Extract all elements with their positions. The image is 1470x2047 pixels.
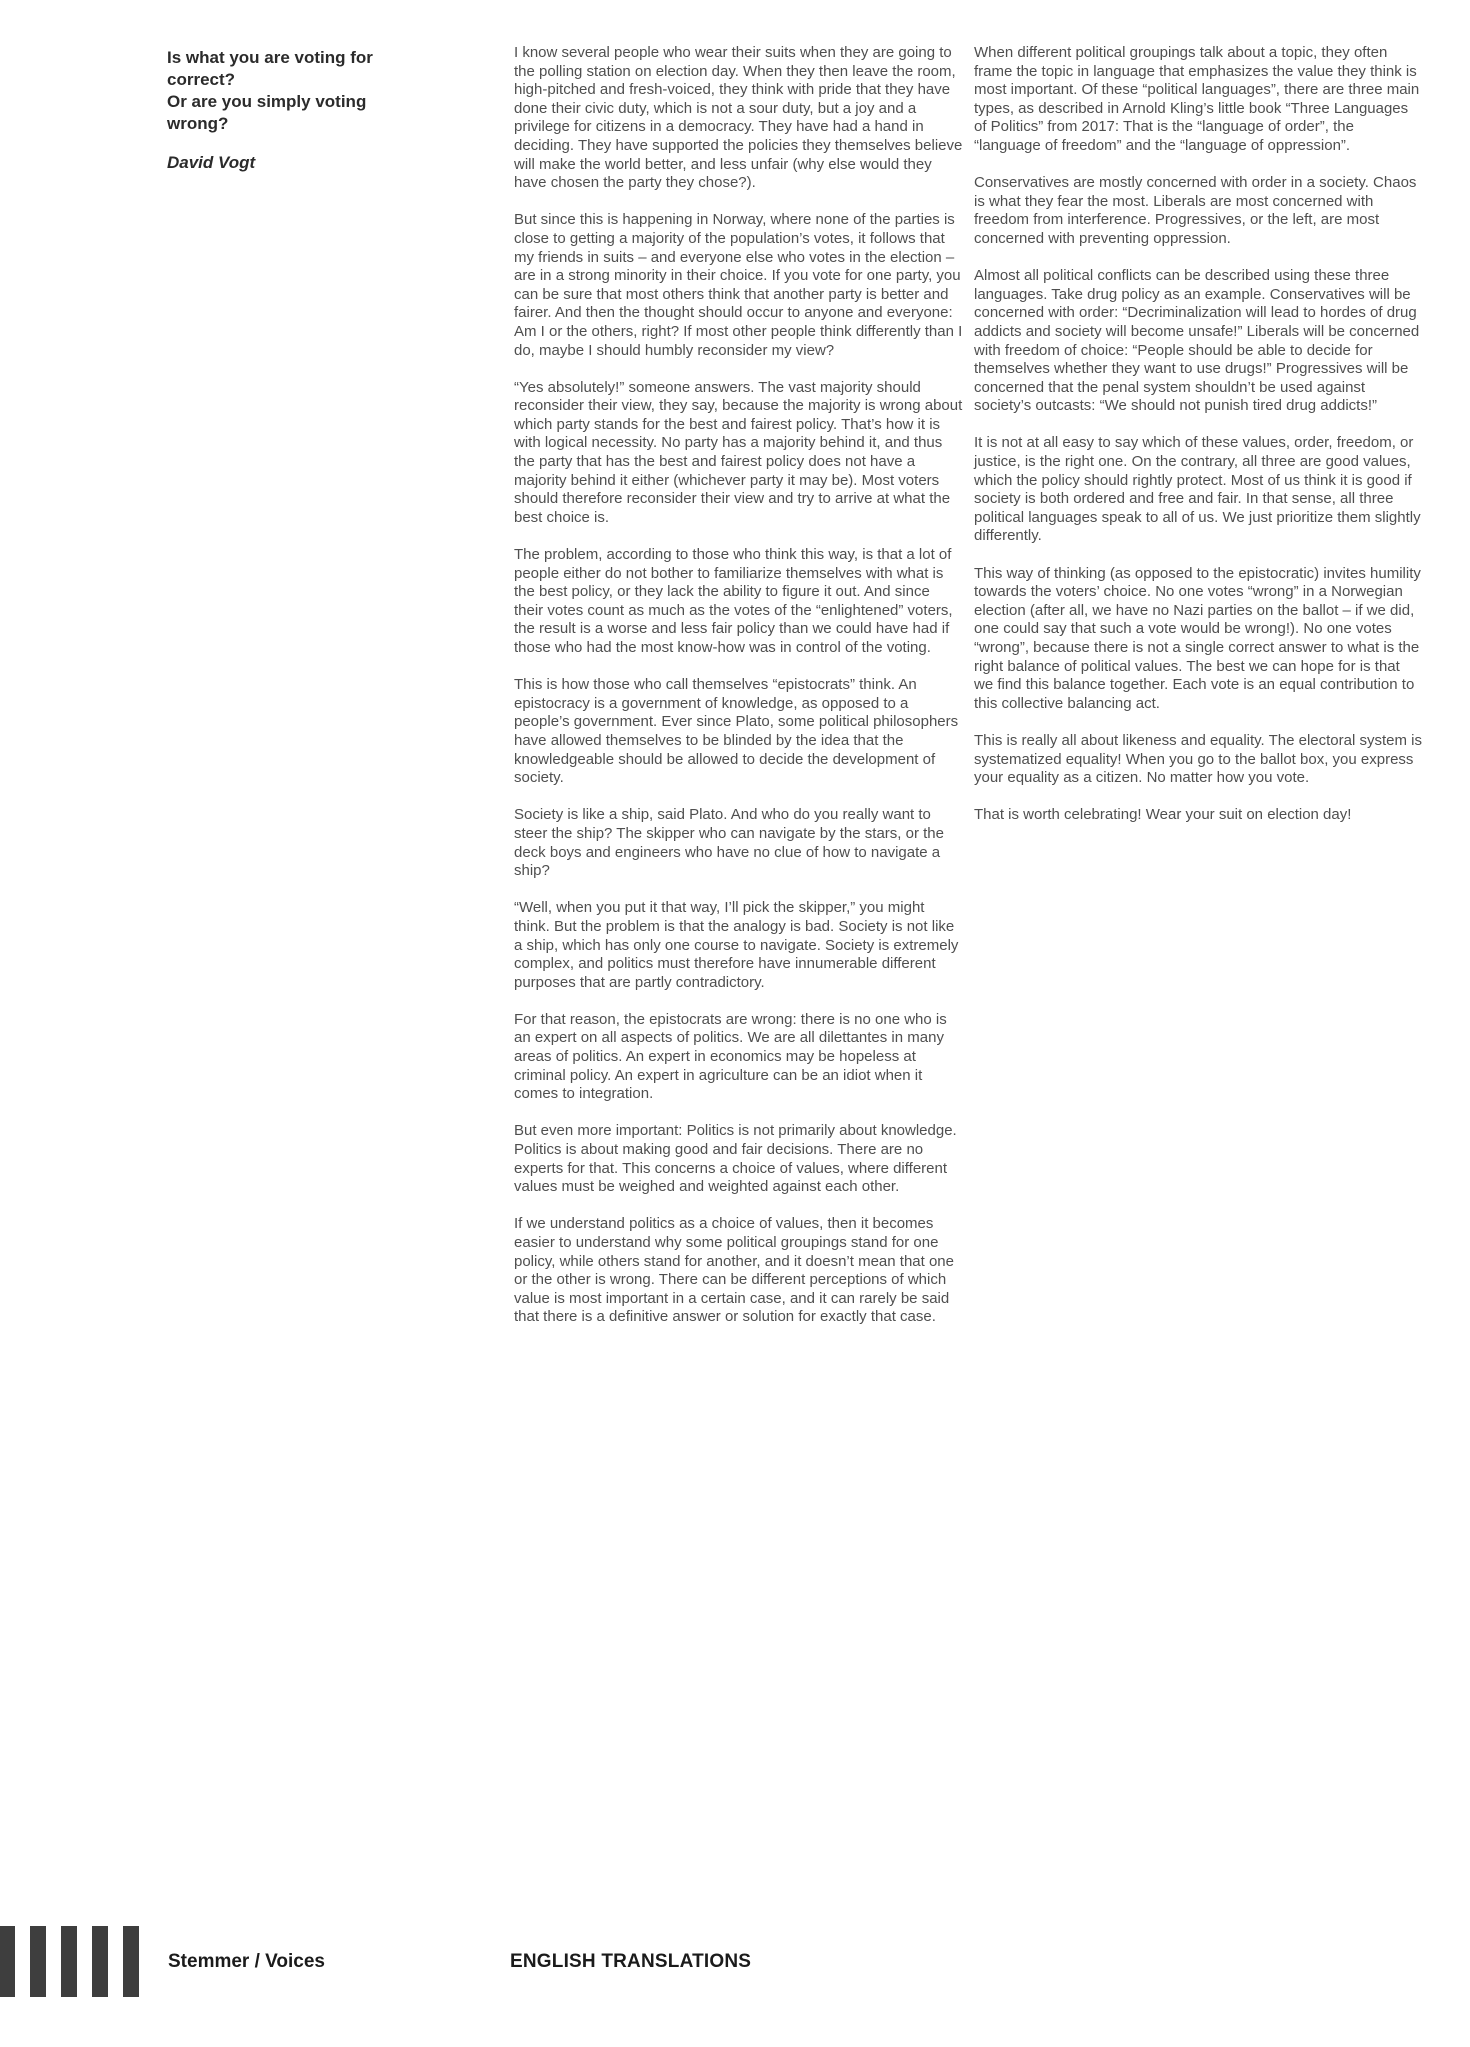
- page-title-line1: Is what you are voting for correct?: [167, 48, 373, 89]
- article-column-1: [514, 44, 963, 1346]
- bars-logo-icon: [0, 1926, 154, 1997]
- page-title: [167, 47, 427, 135]
- logo-bar: [61, 1926, 77, 1997]
- paragraph: “Yes absolutely!” someone answers. The vast majority should reconsider their view, they say, because the majority is wrong about which party stands for the best and fairest policy. That’s how it is with logical necessity. No party has a majority behind it, and thus the party that has the best and fairest policy does not have a majority behind it either (whichever party it may be). Most voters should therefore reconsider their view and try to arrive at what the best choice is.: [514, 378, 963, 526]
- paragraph: That is worth celebrating! Wear your suit on election day!: [974, 806, 1352, 824]
- page-title-line2: Or are you simply voting wrong?: [167, 92, 367, 133]
- publication-name: Stemmer / Voices: [168, 1951, 326, 1972]
- paragraph: “Well, when you put it that way, I’ll pick the skipper,” you might think. But the problem is that the analogy is bad. Society is not like a ship, which has only one course to navigate. Society is extremely complex, and politics must therefore have innumerable different purposes that are partly contradictory.: [514, 899, 959, 991]
- paragraph: Almost all political conflicts can be described using these three languages. Take drug policy as an example. Conservatives will be concerned with order: “Decriminalization will lead to hordes of drug addicts and society will become unsafe!” Liberals will be concerned with freedom of choice: “People should be able to decide for themselves whether they want to use drugs!” Progressives will be concerned that the penal system shouldn’t be used against society’s outcasts: “We should not punish tired drug addicts!”: [974, 267, 1420, 415]
- logo-bar: [123, 1926, 139, 1997]
- headline-column: [167, 47, 427, 174]
- paragraph: But even more important: Politics is not primarily about knowledge. Politics is about making good and fair decisions. There are no experts for that. This concerns a choice of values, where different values must be weighed and weighted against each other.: [514, 1122, 957, 1196]
- paragraph: But since this is happening in Norway, where none of the parties is close to getting a majority of the population’s votes, it follows that my friends in suits – and everyone else who votes in the election – are in a strong minority in their choice. If you vote for one party, you can be sure that most others think that another party is better and fairer. And then the thought should occur to anyone and everyone: Am I or the others, right? If most other people think differently than I do, maybe I should humbly reconsider my view?: [514, 211, 963, 359]
- paragraph: It is not at all easy to say which of these values, order, freedom, or justice, is the right one. On the contrary, all three are good values, which the policy should rightly protect. Most of us think it is good if society is both ordered and free and fair. In that sense, all three political languages speak to all of us. We just prioritize them slightly differently.: [974, 434, 1421, 545]
- logo-bar: [92, 1926, 108, 1997]
- paragraph: If we understand politics as a choice of values, then it becomes easier to understand why some political groupings stand for one policy, while others stand for another, and it doesn’t mean that one or the other is wrong. There can be different perceptions of which value is most important in a certain case, and it can rarely be said that there is a definitive answer or solution for exactly that case.: [514, 1215, 954, 1326]
- paragraph: This is how those who call themselves “epistocrats” think. An epistocracy is a government of knowledge, as opposed to a people’s government. Ever since Plato, some political philosophers have allowed themselves to be blinded by the idea that the knowledgeable should be allowed to decide the development of society.: [514, 676, 959, 787]
- paragraph: For that reason, the epistocrats are wrong: there is no one who is an expert on all aspects of politics. We are all dilettantes in many areas of politics. An expert in economics may be hopeless at criminal policy. An expert in agriculture can be an idiot when it comes to integration.: [514, 1010, 947, 1103]
- article-column-2: [974, 44, 1423, 844]
- paragraph: I know several people who wear their suits when they are going to the polling station on election day. When they then leave the room, high-pitched and fresh-voiced, they think with pride that they have done their civic duty, which is not a sour duty, but a joy and a privilege for citizens in a democracy. They have had a hand in deciding. They have supported the policies they themselves believe will make the world better, and less unfair (why else would they have chosen the party they chose?).: [514, 44, 963, 192]
- paragraph: When different political groupings talk about a topic, they often frame the topic in language that emphasizes the value they think is most important. Of these “political languages”, there are three main types, as described in Arnold Kling’s little book “Three Languages of Politics” from 2017: That is the “language of order”, the “language of freedom” and the “language of oppression”.: [974, 44, 1420, 154]
- paragraph: Society is like a ship, said Plato. And who do you really want to steer the ship? The skipper who can navigate by the stars, or the deck boys and engineers who have no clue of how to navigate a ship?: [514, 806, 944, 880]
- logo-bar: [30, 1926, 46, 1997]
- paragraph: The problem, according to those who think this way, is that a lot of people either do not bother to familiarize themselves with what is the best policy, or they lack the ability to figure it out. And since their votes count as much as the votes of the “enlightened” voters, the result is a worse and less fair policy than we could have had if those who had the most know-how was in control of the voting.: [514, 546, 953, 656]
- section-title: ENGLISH TRANSLATIONS: [510, 1951, 752, 1972]
- paragraph: This is really all about likeness and equality. The electoral system is systematized equality! When you go to the ballot box, you express your equality as a citizen. No matter how you vote.: [974, 731, 1422, 787]
- author-byline: David Vogt: [167, 153, 256, 172]
- paragraph: This way of thinking (as opposed to the epistocratic) invites humility towards the voters’ choice. No one votes “wrong” in a Norwegian election (after all, we have no Nazi parties on the ballot – if we did, one could say that such a vote would be wrong!). No one votes “wrong”, because there is not a single correct answer to what is the right balance of political values. The best we can hope for is that we find this balance together. Each vote is an equal contribution to this collective balancing act.: [974, 564, 1421, 712]
- logo-bar: [0, 1926, 15, 1997]
- paragraph: Conservatives are mostly concerned with order in a society. Chaos is what they fear the most. Liberals are most concerned with freedom from interference. Progressives, or the left, are most concerned with preventing oppression.: [974, 174, 1417, 247]
